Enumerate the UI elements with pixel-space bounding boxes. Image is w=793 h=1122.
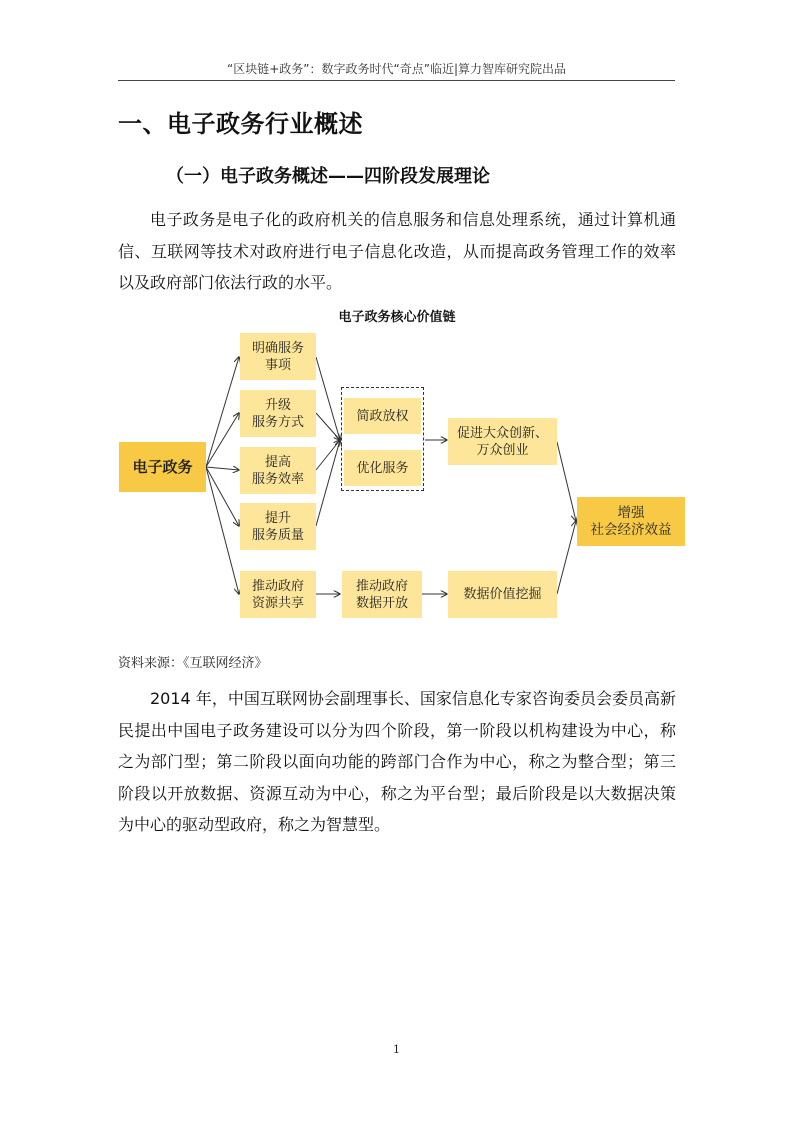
goal-node: 增强 社会经济效益 (577, 497, 685, 546)
branch-node-3: 提高 服务效率 (240, 447, 316, 494)
section-title: 一、电子政务行业概述 (118, 110, 363, 138)
arrow-outcome-2-goal (557, 521, 576, 594)
branch-node-5: 推动政府 资源共享 (240, 571, 316, 618)
header-rule (118, 80, 675, 81)
outcome-node-2: 数据价值挖掘 (448, 571, 557, 618)
branch-node-4: 提升 服务质量 (240, 503, 316, 550)
branch-node-2: 升级 服务方式 (240, 390, 316, 437)
arrow-center-branch-5 (206, 467, 239, 594)
arrow-center-branch-1 (206, 357, 239, 467)
branch-node-1: 明确服务 事项 (240, 333, 316, 380)
subsection-title: （一）电子政务概述——四阶段发展理论 (166, 166, 490, 187)
page-number: 1 (393, 1043, 400, 1056)
outcome-node-1: 促进大众创新、 万众创业 (448, 418, 557, 465)
stages-paragraph: 2014 年，中国互联网协会副理事长、国家信息化专家咨询委员会委员高新民提出中国电子政务建设可以分为四个阶段，第一阶段以机构建设为中心，称之为部门型；第二阶段以面向功能的跨部门合作为中心，称之为整合型；第三阶段以开放数据、资源互动为中心，称之为平台型；最后阶段是以大数据决策为中心的驱动型政府，称之为智慧型。 (118, 689, 676, 834)
diagram-title: 电子政务核心价值链 (338, 310, 456, 325)
source-note: 资料来源：《互联网经济》 (118, 656, 268, 671)
arrow-branch-1-group (316, 357, 340, 440)
middle-node-3: 推动政府 数据开放 (342, 571, 422, 618)
middle-node-1: 简政放权 (344, 398, 421, 434)
arrow-outcome-1-goal (557, 442, 576, 521)
intro-paragraph: 电子政务是电子化的政府机关的信息服务和信息处理系统，通过计算机通信、互联网等技术对政府进行电子信息化改造，从而提高政务管理工作的效率以及政府部门依法行政的水平。 (118, 210, 676, 292)
arrow-branch-2-group (316, 413, 340, 440)
arrow-branch-3-group (316, 440, 340, 470)
middle-node-2: 优化服务 (344, 450, 421, 486)
arrow-branch-4-group (316, 440, 340, 526)
center-node-e-government: 电子政务 (119, 442, 206, 492)
arrow-center-branch-3 (206, 467, 239, 470)
arrow-center-branch-2 (206, 413, 239, 467)
running-header: “区块链+政务”：数字政务时代“奇点”临近|算力智库研究院出品 (227, 62, 566, 76)
arrow-center-branch-4 (206, 467, 239, 526)
